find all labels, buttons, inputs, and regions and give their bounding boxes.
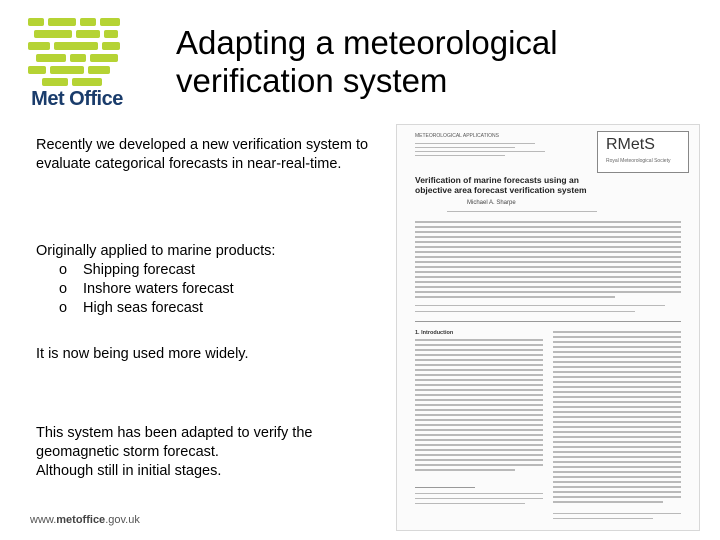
column-line [553,366,681,368]
column-line [553,436,681,438]
header-text-line [415,147,515,148]
abstract-line [415,246,681,248]
footer-url-suffix: .gov.uk [105,514,140,526]
column-line [415,454,543,456]
column-line [553,361,681,363]
paper-title: Verification of marine forecasts using an objective area forecast verification system [415,175,587,195]
bullet-marker: o [59,262,68,278]
column-line [553,386,681,388]
bullet-text: High seas forecast [83,300,204,316]
column-line [415,439,543,441]
column-line [415,404,543,406]
column-line [415,429,543,431]
column-line [553,446,681,448]
column-line [553,431,681,433]
column-line [415,399,543,401]
column-line [553,461,681,463]
abstract-line [415,286,681,288]
column-line [553,356,681,358]
bullet-text: Shipping forecast [83,262,196,278]
paragraph-recent-development: Recently we developed a new verification system to evaluate categorical forecasts in near-real-time. [36,137,369,172]
footnote-line [415,498,543,499]
column-line [553,476,681,478]
header-text-line [415,155,505,156]
column-line [553,416,681,418]
column-line [553,466,681,468]
paper-section-heading: 1. Introduction [415,330,454,336]
copyright-line [553,518,653,519]
column-line [415,424,543,426]
column-line [553,371,681,373]
footnote-line [415,503,525,504]
column-line [415,379,543,381]
abstract-line [415,221,681,223]
footnote-line [415,493,543,494]
marine-products-list [36,261,396,318]
abstract-line [415,236,681,238]
affiliation-line [447,211,597,212]
column-line [415,364,543,366]
met-office-logo-mark-icon [28,18,120,86]
bullet-marker: o [59,300,68,316]
footer-url-brand: metoffice [56,514,106,526]
abstract-line [415,291,681,293]
list-item [36,261,396,280]
column-line [553,496,681,498]
paragraph-wider-use: It is now being used more widely. [36,346,249,362]
column-line [553,481,681,483]
column-line [415,349,543,351]
column-line [553,341,681,343]
column-line [553,486,681,488]
column-line [553,391,681,393]
copyright-line [553,513,681,514]
paper-scan-image [396,124,700,531]
bullet-marker: o [59,281,68,297]
column-line [553,441,681,443]
column-line [553,471,681,473]
column-line [553,501,663,503]
column-line [553,491,681,493]
abstract-line [415,296,615,298]
header-text-line [415,151,545,152]
column-line [553,336,681,338]
rmets-logo-name: RMetS [606,136,655,153]
paper-author: Michael A. Sharpe [467,200,516,206]
paragraph-geomagnetic [36,424,396,481]
column-line [415,374,543,376]
column-line [415,344,543,346]
abstract-line [415,226,681,228]
column-line [415,459,543,461]
abstract-line [415,261,681,263]
column-line [415,434,543,436]
abstract-line [415,266,681,268]
column-line [553,456,681,458]
slide-title [176,24,696,100]
header-text-line [415,143,535,144]
column-line [553,406,681,408]
list-item [36,299,396,318]
abstract-line [415,281,681,283]
rule-line [415,321,681,322]
abstract-line [415,251,681,253]
column-line [415,339,543,341]
abstract-line [415,231,681,233]
bullet-text: Inshore waters forecast [83,281,234,297]
abstract-line [415,271,681,273]
column-line [415,384,543,386]
column-line [553,376,681,378]
keywords-line [415,305,665,306]
column-line [415,414,543,416]
column-line [415,444,543,446]
column-line [415,409,543,411]
title-line-2: verification system [176,62,448,99]
list-item [36,280,396,299]
footer-url-prefix: www. [30,514,57,526]
column-line [415,359,543,361]
column-line [415,419,543,421]
column-line [415,394,543,396]
geomagnetic-line-1: This system has been adapted to verify the [36,425,313,441]
column-line [553,346,681,348]
footer-url [30,514,140,526]
rmets-logo-subtitle: Royal Meteorological Society [606,158,671,164]
footnote-line [415,487,475,488]
column-line [553,381,681,383]
abstract-line [415,256,681,258]
title-line-1: Adapting a meteorological [176,24,558,61]
column-line [553,396,681,398]
geomagnetic-line-3: Although still in initial stages. [36,463,222,479]
column-line [553,421,681,423]
column-line [553,401,681,403]
column-line [553,331,681,333]
met-office-logo [22,18,132,118]
column-line [415,354,543,356]
column-line [553,426,681,428]
column-line [415,464,543,466]
column-line [415,369,543,371]
journal-header: METEOROLOGICAL APPLICATIONS [415,133,499,139]
column-line [553,411,681,413]
abstract-line [415,276,681,278]
marine-products-intro: Originally applied to marine products: [36,243,276,259]
column-line [415,469,515,471]
rmets-logo [597,131,689,173]
column-line [553,351,681,353]
logo-text: Met Office [31,88,123,110]
paragraph-marine-products [36,242,396,318]
geomagnetic-line-2: geomagnetic storm forecast. [36,444,219,460]
received-line [415,311,635,312]
abstract-line [415,241,681,243]
column-line [415,449,543,451]
column-line [553,451,681,453]
column-line [415,389,543,391]
